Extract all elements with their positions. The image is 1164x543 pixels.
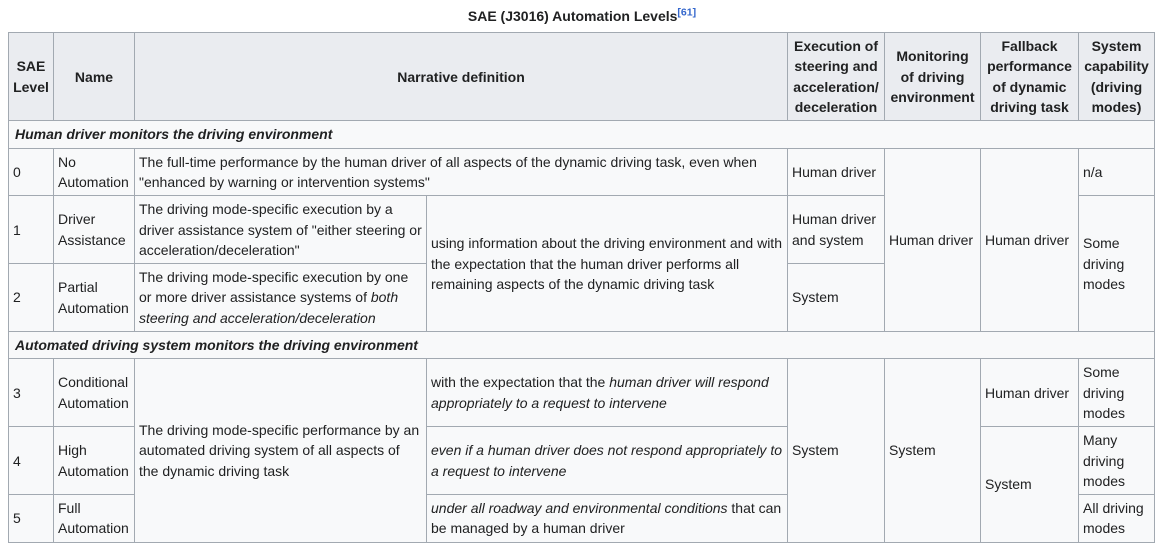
cell-execution-level-0: Human driver bbox=[788, 148, 885, 196]
cell-fallback-levels-4-5: System bbox=[981, 427, 1079, 542]
section-label-human-driver: Human driver monitors the driving environment bbox=[9, 121, 1155, 148]
citation-link[interactable]: [61] bbox=[677, 6, 697, 19]
header-row bbox=[9, 33, 1155, 121]
col-header-sae-level: SAE Level bbox=[9, 33, 54, 121]
table-title-text: SAE (J3016) Automation Levels bbox=[467, 8, 678, 24]
cell-level-5: 5 bbox=[9, 495, 54, 543]
cell-monitoring-levels-3-5: System bbox=[885, 359, 981, 542]
col-header-execution: Execution of steering and acceleration/deceleration bbox=[788, 33, 885, 121]
narrative-italic-text: even if a human driver does not respond appropriately to a request to intervene bbox=[431, 442, 782, 479]
narrative-italic-text: both steering and acceleration/deceleration bbox=[139, 289, 399, 326]
cell-execution-level-2: System bbox=[788, 264, 885, 332]
cell-capability-level-3: Some driving modes bbox=[1079, 359, 1155, 427]
cell-level-1: 1 bbox=[9, 196, 54, 264]
cell-narrative-level-2 bbox=[135, 264, 427, 332]
col-header-narrative-definition: Narrative definition bbox=[135, 33, 788, 121]
narrative-plain-text: with the expectation that the bbox=[431, 374, 610, 391]
cell-narrative-level-4 bbox=[427, 427, 788, 495]
cell-fallback-level-3: Human driver bbox=[981, 359, 1079, 427]
cell-capability-level-0: n/a bbox=[1079, 148, 1155, 196]
cell-level-3: 3 bbox=[9, 359, 54, 427]
cell-fallback-levels-0-2: Human driver bbox=[981, 148, 1079, 331]
cell-capability-level-5: All driving modes bbox=[1079, 495, 1155, 543]
narrative-plain-text: The driving mode-specific execution by one or more driver assistance systems of bbox=[139, 269, 409, 306]
cell-execution-levels-3-5: System bbox=[788, 359, 885, 542]
cell-level-0: 0 bbox=[9, 148, 54, 196]
cell-name-no-automation: No Automation bbox=[54, 148, 135, 196]
cell-narrative-level-3 bbox=[427, 359, 788, 427]
citation-ref[interactable] bbox=[677, 6, 696, 18]
cell-level-2: 2 bbox=[9, 264, 54, 332]
cell-execution-level-1: Human driver and system bbox=[788, 196, 885, 264]
cell-narrative-level-1: The driving mode-specific execution by a driver assistance system of "either steering or acceleration/deceleration" bbox=[135, 196, 427, 264]
col-header-fallback: Fallback performance of dynamic driving task bbox=[981, 33, 1079, 121]
cell-name-conditional-automation: Conditional Automation bbox=[54, 359, 135, 427]
cell-narrative-shared-levels-1-2: using information about the driving environment and with the expectation that the human driver performs all remaining aspects of the dynamic driving task bbox=[427, 196, 788, 332]
sae-automation-levels-table bbox=[8, 32, 1155, 543]
narrative-italic-text: human driver will respond appropriately to a request to intervene bbox=[431, 374, 769, 411]
cell-narrative-shared-levels-3-5: The driving mode-specific performance by an automated driving system of all aspects of the dynamic driving task bbox=[135, 359, 427, 542]
cell-level-4: 4 bbox=[9, 427, 54, 495]
cell-narrative-level-0: The full-time performance by the human driver of all aspects of the dynamic driving task, even when "enhanced by warning or intervention systems" bbox=[135, 148, 788, 196]
cell-monitoring-levels-0-2: Human driver bbox=[885, 148, 981, 331]
table-row-level-0 bbox=[9, 148, 1155, 196]
table-row-level-3 bbox=[9, 359, 1155, 427]
table-title bbox=[8, 5, 1156, 32]
cell-name-high-automation: High Automation bbox=[54, 427, 135, 495]
section-row-human-driver-monitors bbox=[9, 121, 1155, 148]
narrative-italic-text: under all roadway and environmental conditions bbox=[431, 500, 728, 517]
cell-name-full-automation: Full Automation bbox=[54, 495, 135, 543]
col-header-monitoring: Monitoring of driving environment bbox=[885, 33, 981, 121]
cell-name-partial-automation: Partial Automation bbox=[54, 264, 135, 332]
col-header-system-capability: System capability (driving modes) bbox=[1079, 33, 1155, 121]
section-label-automated-system: Automated driving system monitors the driving environment bbox=[9, 332, 1155, 359]
col-header-name: Name bbox=[54, 33, 135, 121]
cell-narrative-level-5 bbox=[427, 495, 788, 543]
narrative-plain-text: that can be managed by a human driver bbox=[431, 500, 782, 537]
section-row-automated-system-monitors bbox=[9, 332, 1155, 359]
cell-capability-level-4: Many driving modes bbox=[1079, 427, 1155, 495]
cell-capability-levels-1-2: Some driving modes bbox=[1079, 196, 1155, 332]
cell-name-driver-assistance: Driver Assistance bbox=[54, 196, 135, 264]
